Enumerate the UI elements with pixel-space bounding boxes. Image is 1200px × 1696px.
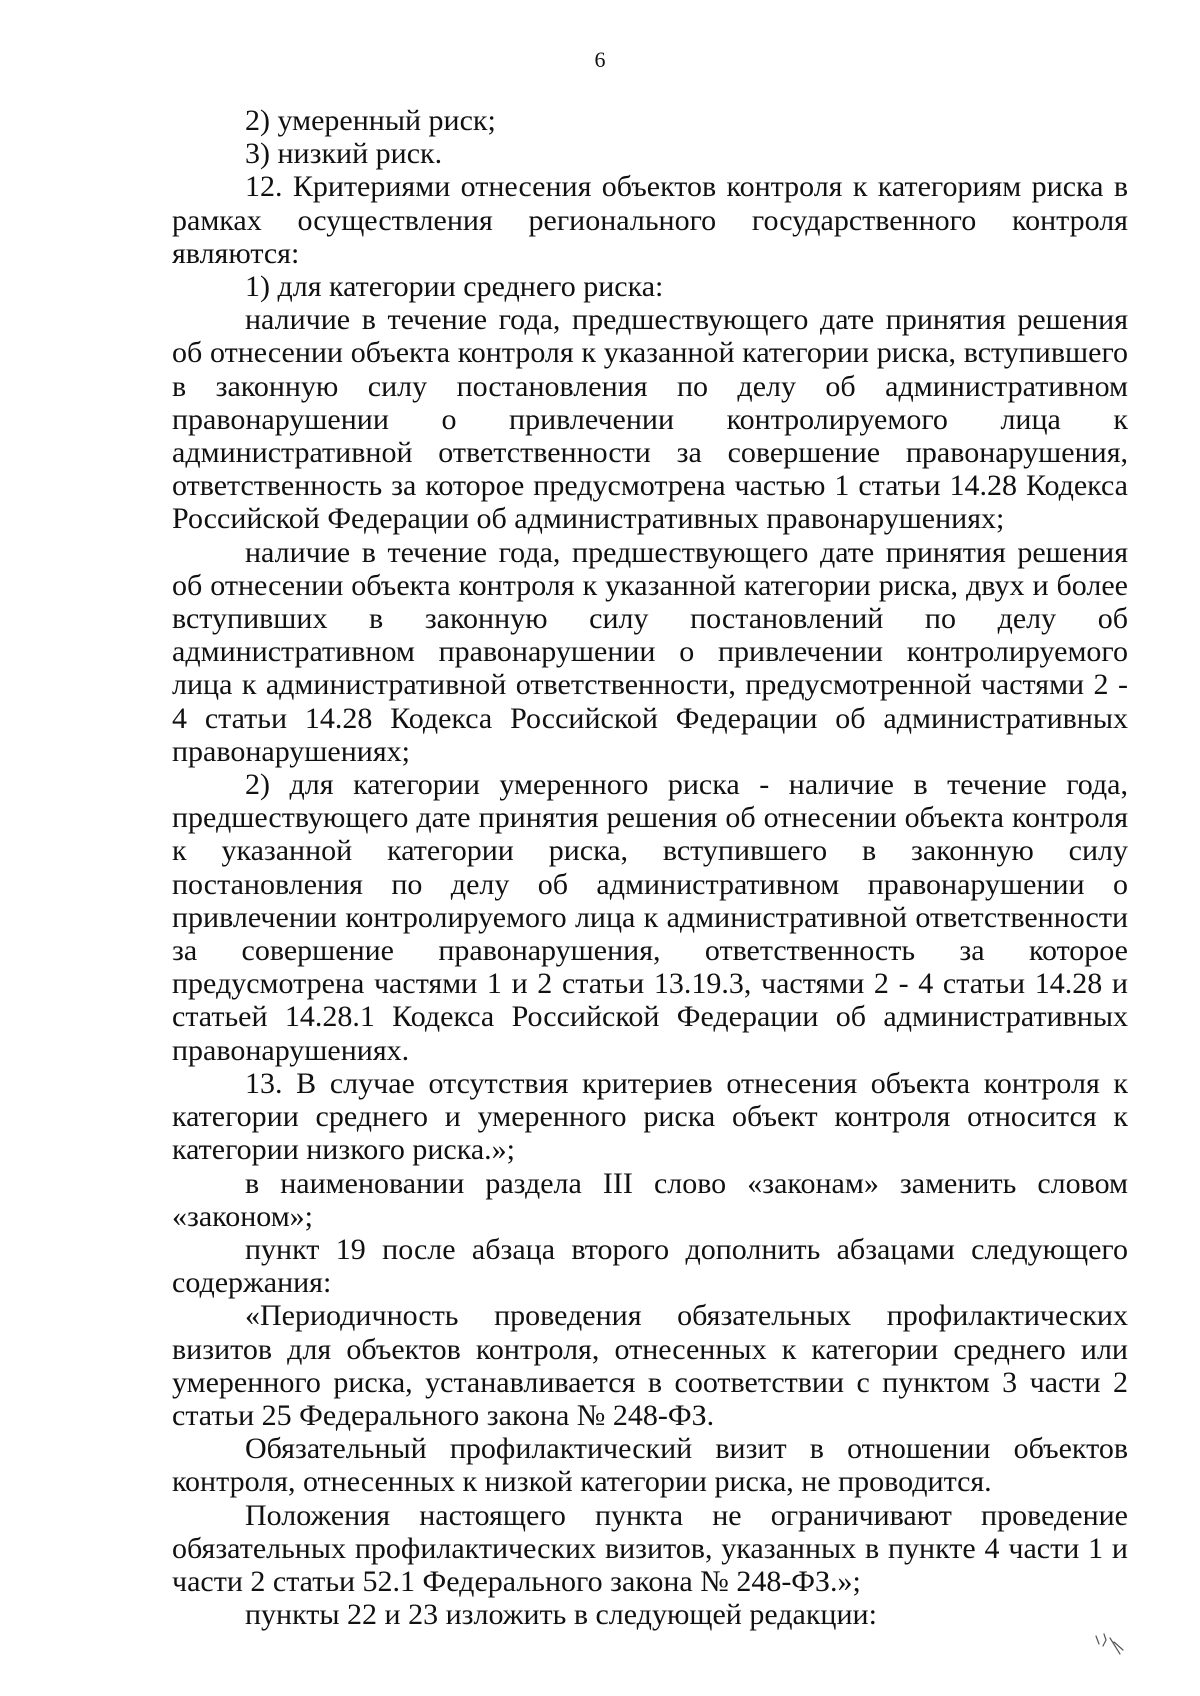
page-number: 6 bbox=[594, 47, 606, 72]
paragraph-item-19-amendment: пункт 19 после абзаца второго дополнить абзацами следующего содержания: bbox=[172, 1232, 1128, 1300]
paragraph-medium-risk-criterion-2: наличие в течение года, предшествующего дате принятия решения об отнесении объекта контроля к указанной категории риска, двух и более вступивших в законную силу постановлений по делу об административном правонарушении о привлечении контролируемого лица к административной ответственности, предусмотренной частями 2 - 4 статьи 14.28 Кодекса Российской Федерации об административных правонарушениях; bbox=[172, 535, 1128, 768]
document-body bbox=[172, 104, 1128, 1631]
pen-mark bbox=[1090, 1630, 1130, 1660]
paragraph-item-13: 13. В случае отсутствия критериев отнесения объекта контроля к категории среднего и умеренного риска объект контроля относится к категории низкого риска.»; bbox=[172, 1066, 1128, 1167]
paragraph-risk-moderate: 2) умеренный риск; bbox=[245, 104, 496, 137]
paragraph-risk-low: 3) низкий риск. bbox=[245, 137, 443, 171]
paragraph-visit-periodicity: «Периодичность проведения обязательных профилактических визитов для объектов контроля, отнесенных к категории среднего или умеренного риска, устанавливается в соответствии с пунктом 3 части 2 статьи 25 Федерального закона № 248-ФЗ. bbox=[172, 1299, 1128, 1432]
paragraph-section-iii-rename: в наименовании раздела III слово «законам» заменить словом «законом»; bbox=[172, 1166, 1128, 1233]
paragraph-low-risk-visit: Обязательный профилактический визит в отношении объектов контроля, отнесенных к низкой категории риска, не проводится. bbox=[172, 1432, 1128, 1499]
paragraph-medium-risk-criterion-1: наличие в течение года, предшествующего дате принятия решения об отнесении объекта контроля к указанной категории риска, вступившего в законную силу постановления по делу об административном правонарушении о привлечении контролируемого лица к административной ответственности за совершение правонарушения, ответственность за которое предусмотрена частью 1 статьи 14.28 Кодекса Российской Федерации об административных правонарушениях; bbox=[172, 303, 1128, 536]
paragraph-medium-risk-heading: 1) для категории среднего риска: bbox=[245, 270, 664, 304]
paragraph-visit-provisions: Положения настоящего пункта не ограничивают проведение обязательных профилактических визитов, указанных в пункте 4 части 1 и части 2 статьи 52.1 Федерального закона № 248-ФЗ.»; bbox=[172, 1498, 1128, 1598]
paragraph-moderate-risk-criterion: 2) для категории умеренного риска - наличие в течение года, предшествующего дате принятия решения об отнесении объекта контроля к указанной категории риска, вступившего в законную силу постановления по делу об административном правонарушении о привлечении контролируемого лица к административной ответственности за совершение правонарушения, ответственность за которое предусмотрена частями 1 и 2 статьи 13.19.3, частями 2 - 4 статьи 14.28 и статьей 14.28.1 Кодекса Российской Федерации об административных правонарушениях. bbox=[172, 768, 1128, 1067]
paragraph-items-22-23: пункты 22 и 23 изложить в следующей редакции: bbox=[245, 1598, 877, 1632]
paragraph-item-12: 12. Критериями отнесения объектов контроля к категориям риска в рамках осуществления регионального государственного контроля являются: bbox=[172, 170, 1128, 270]
